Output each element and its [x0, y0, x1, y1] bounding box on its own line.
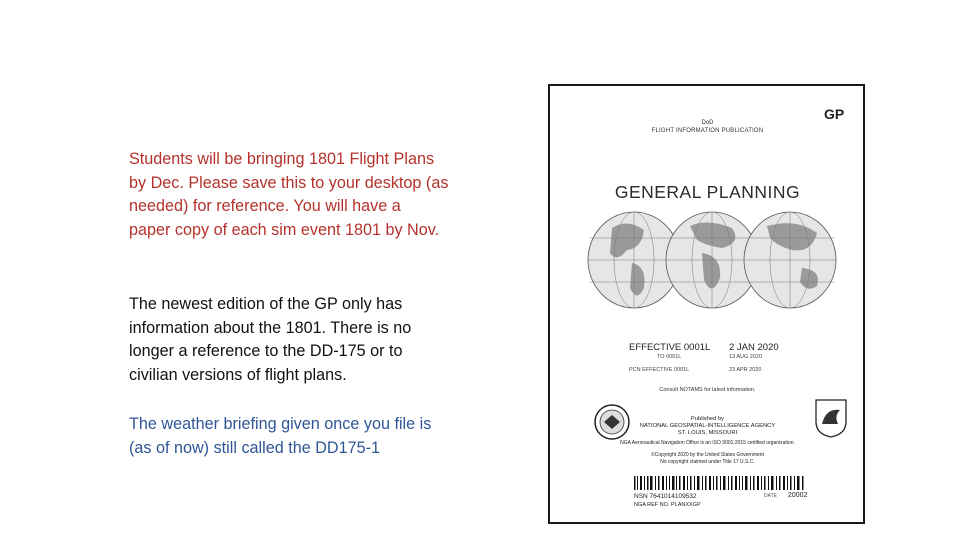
- text-line: longer a reference to the DD-175 or to: [129, 342, 403, 360]
- text-line: The newest edition of the GP only has: [129, 295, 403, 313]
- copyright-note: ©Copyright 2020 by the United States Government: [651, 452, 764, 458]
- to-date: 13 AUG 2020: [729, 354, 763, 360]
- text-line: needed) for reference. You will have a: [129, 197, 401, 215]
- text-line: paper copy of each sim event 1801 by Nov.: [129, 220, 440, 239]
- org-label: DoD: [701, 120, 714, 126]
- barcode-graphic: [634, 476, 804, 490]
- notams-note: Consult NOTAMS for latest information.: [659, 387, 756, 393]
- date-code-label: DATE: [764, 493, 777, 499]
- effective-date: 2 JAN 2020: [729, 342, 779, 353]
- corner-code: GP: [824, 106, 845, 122]
- text-line: Students will be bringing 1801 Flight Plans: [129, 150, 435, 168]
- note-flight-plans: [129, 148, 509, 242]
- publication-type: FLIGHT INFORMATION PUBLICATION: [651, 128, 764, 134]
- text-line: The weather briefing given once you file is: [129, 415, 432, 433]
- nga-ref: NGA REF NO. PLANXXGP: [634, 502, 701, 508]
- agency-location: ST. LOUIS, MISSOURI: [677, 430, 738, 436]
- effective-label: EFFECTIVE 0001L: [629, 342, 711, 353]
- published-by: Published by: [690, 416, 725, 422]
- to-label: TO 0001L: [657, 354, 682, 360]
- pcn-label: PCN EFFECTIVE 0001L: [629, 367, 690, 373]
- agency-name: NATIONAL GEOSPATIAL-INTELLIGENCE AGENCY: [639, 423, 776, 429]
- cover-title: GENERAL PLANNING: [614, 182, 801, 202]
- globes-graphic: [572, 208, 852, 313]
- text-line: civilian versions of flight plans.: [129, 365, 347, 384]
- date-code: 20002: [788, 492, 808, 499]
- text-line: (as of now) still called the DD175-1: [129, 438, 381, 457]
- text-line: by Dec. Please save this to your desktop (as: [129, 173, 449, 192]
- note-weather-briefing: [129, 413, 509, 460]
- text-line: information about the 1801. There is no: [129, 318, 412, 337]
- gp-cover-image: [548, 84, 865, 524]
- pcn-date: 23 APR 2020: [729, 367, 762, 373]
- iso-note: NGA Aeronautical Navigation Office is an ISO 9001:2015 certified organization.: [620, 440, 795, 446]
- copyright-note-2: No copyright claimed under Title 17 U.S.C.: [660, 459, 755, 465]
- nsn-number: NSN 7641014109532: [634, 493, 697, 500]
- note-gp-edition: [129, 293, 509, 387]
